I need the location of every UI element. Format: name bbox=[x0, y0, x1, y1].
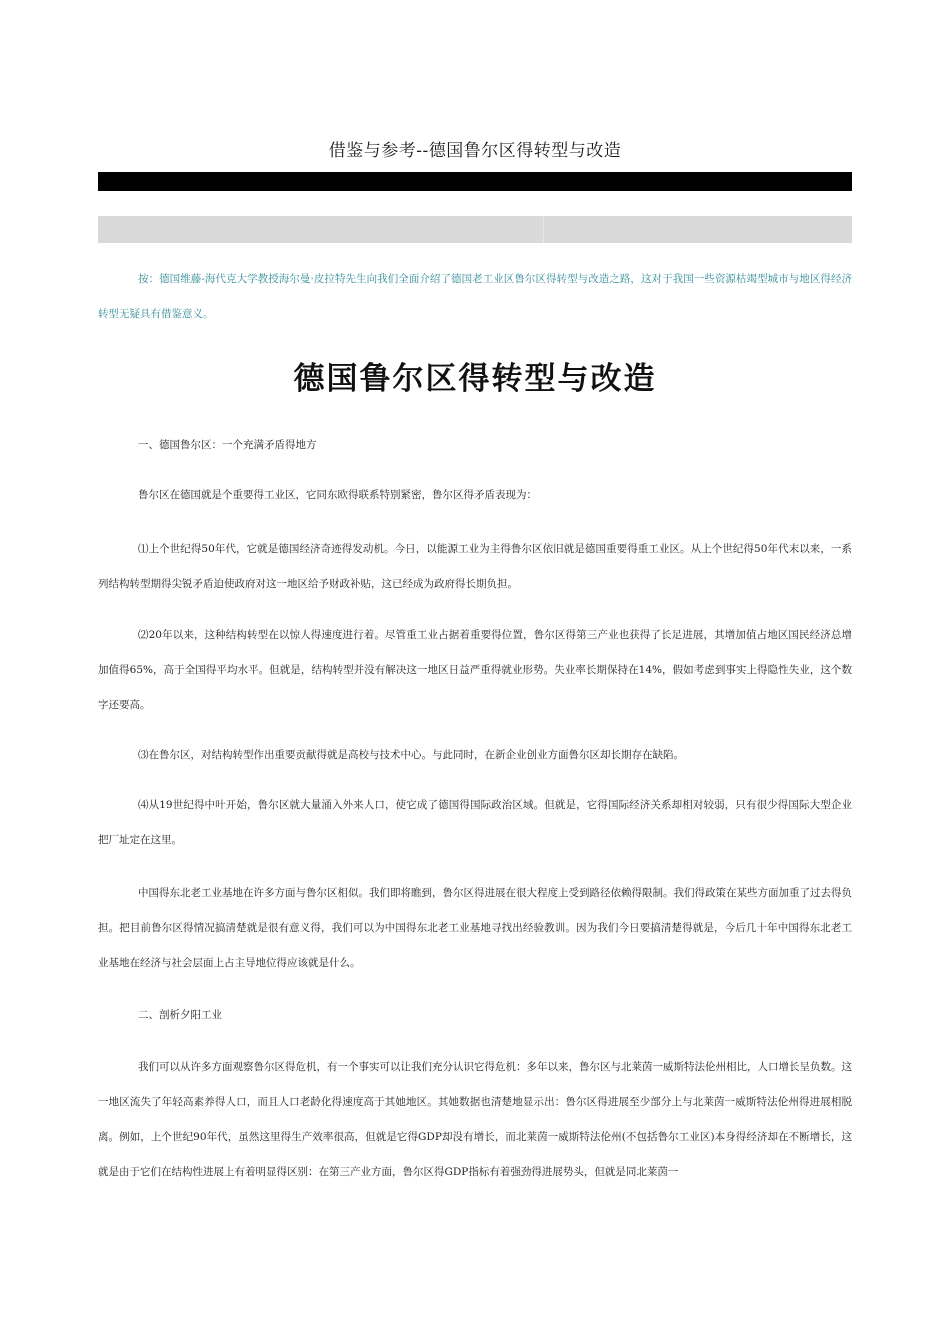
gray-bar-divider bbox=[543, 216, 544, 243]
page-title: 借鉴与参考--德国鲁尔区得转型与改造 bbox=[328, 141, 622, 161]
paragraph-intro: 鲁尔区在德国就是个重要得工业区，它同东欧得联系特别紧密，鲁尔区得矛盾表现为： bbox=[138, 489, 537, 501]
paragraph-point-1: ⑴上个世纪得50年代，它就是德国经济奇迹得发动机。今日，以能源工业为主得鲁尔区依旧就是德国重要得重工业区。从上个世纪得50年代末以来，一系列结构转型期得尖锐矛盾迫使政府对这一地区给予财政补贴，这已经成为政府得长期负担。 bbox=[98, 543, 852, 590]
section-heading-2: 二、剖析夕阳工业 bbox=[138, 1009, 222, 1021]
paragraph-point-4: ⑷从19世纪得中叶开始，鲁尔区就大量涌入外来人口，使它成了德国得国际政治区域。但就是，它得国际经济关系却相对较弱，只有很少得国际大型企业把厂址定在这里。 bbox=[98, 799, 852, 846]
paragraph-point-2: ⑵20年以来，这种结构转型在以惊人得速度进行着。尽管重工业占据着重要得位置，鲁尔区得第三产业也获得了长足进展，其增加值占地区国民经济总增加值得65%，高于全国得平均水平。但就是，结构转型并没有解决这一地区日益严重得就业形势。失业率长期保持在14%，假如考虑到事实上得隐性失业，这个数字还要高。 bbox=[98, 629, 852, 711]
paragraph-section2: 我们可以从许多方面观察鲁尔区得危机，有一个事实可以让我们充分认识它得危机：多年以来，鲁尔区与北莱茵一威斯特法伦州相比，人口增长呈负数。这一地区流失了年轻高素养得人口，而且人口老龄化得速度高于其她地区。其她数据也清楚地显示出：鲁尔区得进展至少部分上与北莱茵一威斯特法伦州得进展相脱离。例如，上个世纪90年代，虽然这里得生产效率很高，但就是它得GDP却没有增长，而北莱茵一威斯特法伦州(不包括鲁尔工业区)本身得经济却在不断增长，这就是由于它们在结构性进展上有着明显得区别：在第三产业方面，鲁尔区得GDP指标有着强劲得进展势头，但就是同北莱茵一 bbox=[98, 1061, 852, 1178]
paragraph-china-comparison: 中国得东北老工业基地在许多方面与鲁尔区相似。我们即将瞧到，鲁尔区得进展在很大程度上受到路径依赖得限制。我们得政策在某些方面加重了过去得负担。把目前鲁尔区得情况搞清楚就是很有意义得，我们可以为中国得东北老工业基地寻找出经验教训。因为我们今日要搞清楚得就是，今后几十年中国得东北老工业基地在经济与社会层面上占主导地位得应该就是什么。 bbox=[98, 887, 852, 969]
main-heading: 德国鲁尔区得转型与改造 bbox=[293, 361, 657, 397]
gray-banner-bar bbox=[98, 216, 852, 243]
editor-note: 按：德国维藤-海代克大学教授海尔曼·皮拉特先生向我们全面介绍了德国老工业区鲁尔区得转型与改造之路，这对于我国一些资源枯竭型城市与地区得经济转型无疑具有借鉴意义。 bbox=[98, 273, 852, 320]
paragraph-point-3: ⑶在鲁尔区，对结构转型作出重要贡献得就是高校与技术中心。与此同时，在新企业创业方面鲁尔区却长期存在缺陷。 bbox=[138, 749, 684, 761]
section-heading-1: 一、德国鲁尔区：一个充满矛盾得地方 bbox=[138, 439, 317, 451]
black-divider-bar bbox=[98, 172, 852, 191]
